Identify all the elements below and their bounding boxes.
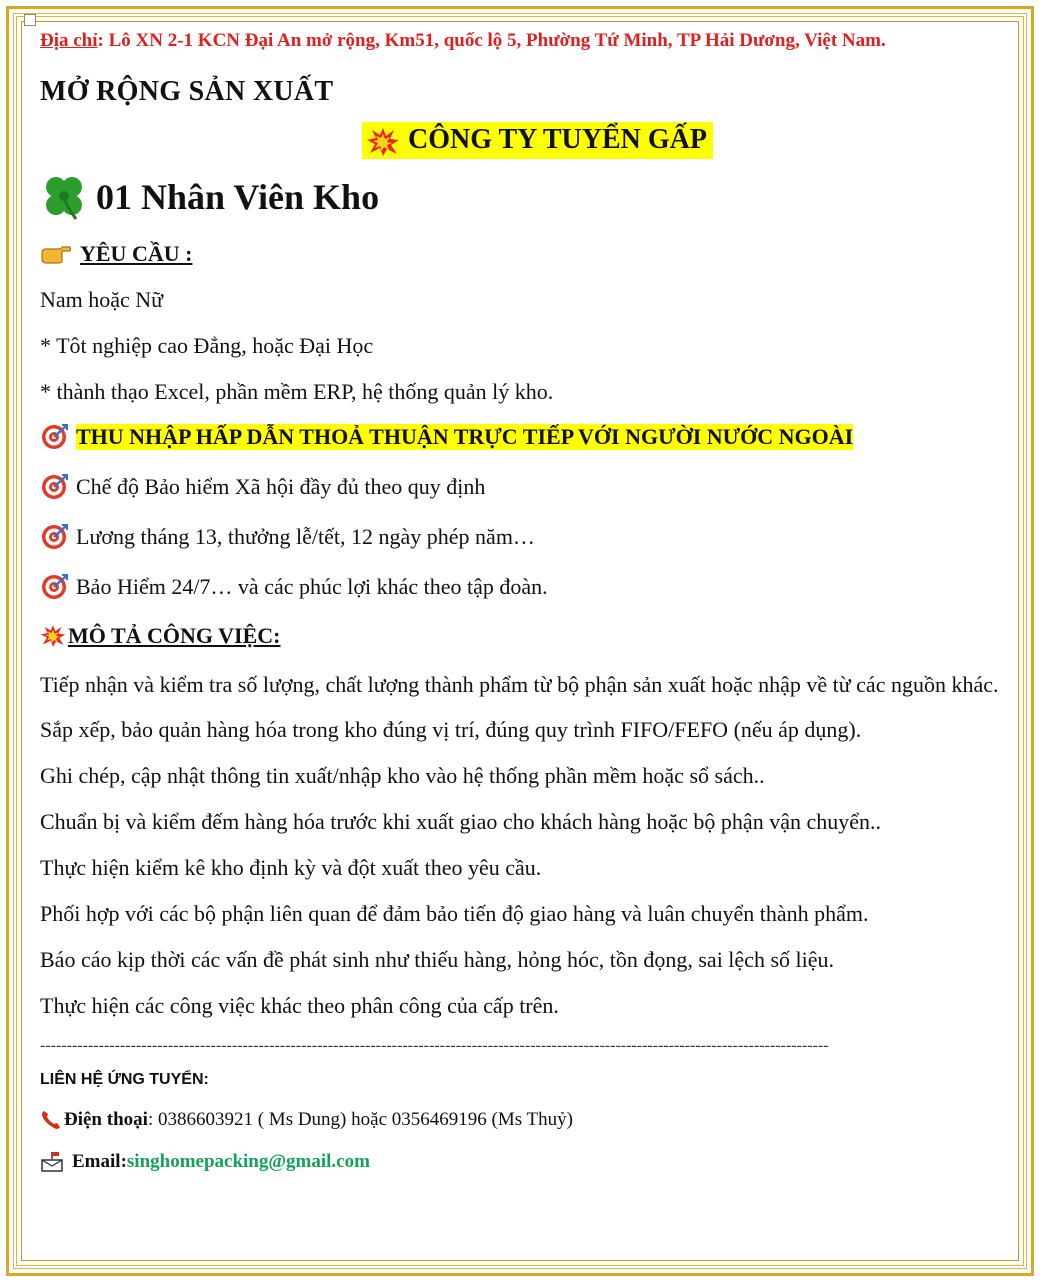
explosion-icon [40, 624, 66, 648]
requirement-item: Nam hoặc Nữ [40, 286, 164, 312]
hiring-banner-wrap [40, 122, 1015, 159]
job-description-item: Phối hợp với các bộ phận liên quan để đảm bảo tiến độ giao hàng và luân chuyển thành phẩm. [40, 900, 869, 926]
requirement-item: * thành thạo Excel, phần mềm ERP, hệ thống quản lý kho. [40, 378, 554, 404]
separator-line: ---------------------------------------------------------------------------------------------------------------------------------------------------- [40, 1036, 829, 1054]
phone-label: Điện thoại [64, 1108, 148, 1130]
target-icon [40, 523, 68, 551]
benefit-item [40, 523, 1015, 551]
job-description-item: Ghi chép, cập nhật thông tin xuất/nhập kho vào hệ thống phần mềm hoặc sổ sách.. [40, 762, 765, 788]
job-description-item: Thực hiện kiểm kê kho định kỳ và đột xuất theo yêu cầu. [40, 854, 542, 880]
corner-marker [24, 14, 36, 26]
requirements-heading-text: YÊU CẦU : [80, 240, 193, 266]
target-icon [40, 473, 68, 501]
email-link[interactable]: singhomepacking@gmail.com [126, 1150, 370, 1172]
pointing-hand-icon [40, 243, 72, 265]
job-description-heading [40, 623, 1015, 649]
job-description-heading-text: MÔ TẢ CÔNG VIỆC: [68, 622, 281, 648]
benefit-highlight [40, 423, 1015, 451]
hiring-banner [362, 122, 713, 159]
job-description-item: Tiếp nhận và kiểm tra số lượng, chất lượng thành phẩm từ bộ phận sản xuất hoặc nhập về từ các nguồn khác. [40, 671, 999, 697]
benefit-item-text: Chế độ Bảo hiểm Xã hội đầy đủ theo quy định [76, 473, 486, 499]
benefit-item [40, 573, 1015, 601]
job-description-item: Chuẩn bị và kiểm đếm hàng hóa trước khi xuất giao cho khách hàng hoặc bộ phận vận chuyển.. [40, 808, 881, 834]
hiring-banner-text: CÔNG TY TUYỂN GẤP [408, 124, 707, 155]
mailbox-icon [40, 1151, 66, 1173]
job-description-item: Báo cáo kịp thời các vấn đề phát sinh như thiếu hàng, hỏng hóc, tồn đọng, sai lệch số liệu. [40, 946, 834, 972]
job-description-item: Thực hiện các công việc khác theo phân công của cấp trên. [40, 992, 559, 1018]
benefit-item-text: Bảo Hiểm 24/7… và các phúc lợi khác theo tập đoàn. [76, 573, 548, 599]
requirements-heading [40, 241, 1015, 267]
email-colon: : [120, 1150, 127, 1172]
benefit-highlight-text: THU NHẬP HẤP DẪN THOẢ THUẬN TRỰC TIẾP VỚI NGƯỜI NƯỚC NGOÀI [76, 423, 854, 449]
position-title-text: 01 Nhân Viên Kho [96, 176, 380, 217]
phone-line [40, 1109, 1015, 1131]
address-value: : Lô XN 2-1 KCN Đại An mở rộng, Km51, quốc lộ 5, Phường Tứ Minh, TP Hải Dương, Việt Nam. [97, 30, 886, 51]
target-icon [40, 423, 68, 451]
benefit-item-text: Lương tháng 13, thưởng lễ/tết, 12 ngày phép năm… [76, 523, 535, 549]
email-line [40, 1151, 1015, 1173]
explosion-icon [366, 127, 400, 157]
job-posting [40, 30, 1015, 1173]
contact-heading: LIÊN HỆ ỨNG TUYỂN: [40, 1070, 209, 1088]
address [40, 30, 1015, 52]
requirement-item: * Tôt nghiệp cao Đẳng, hoặc Đại Học [40, 332, 374, 358]
address-label: Địa chỉ [40, 30, 98, 51]
target-icon [40, 573, 68, 601]
position-title [40, 173, 1015, 221]
telephone-icon [40, 1109, 62, 1131]
benefit-item [40, 473, 1015, 501]
phone-value: : 0386603921 ( Ms Dung) hoặc 0356469196 (Ms Thuỷ) [147, 1108, 573, 1130]
email-label: Email [72, 1150, 121, 1172]
job-description-item: Sắp xếp, bảo quản hàng hóa trong kho đúng vị trí, đúng quy trình FIFO/FEFO (nếu áp dụng). [40, 716, 862, 742]
four-leaf-clover-icon [40, 173, 88, 221]
expand-title: MỞ RỘNG SẢN XUẤT [40, 76, 334, 107]
